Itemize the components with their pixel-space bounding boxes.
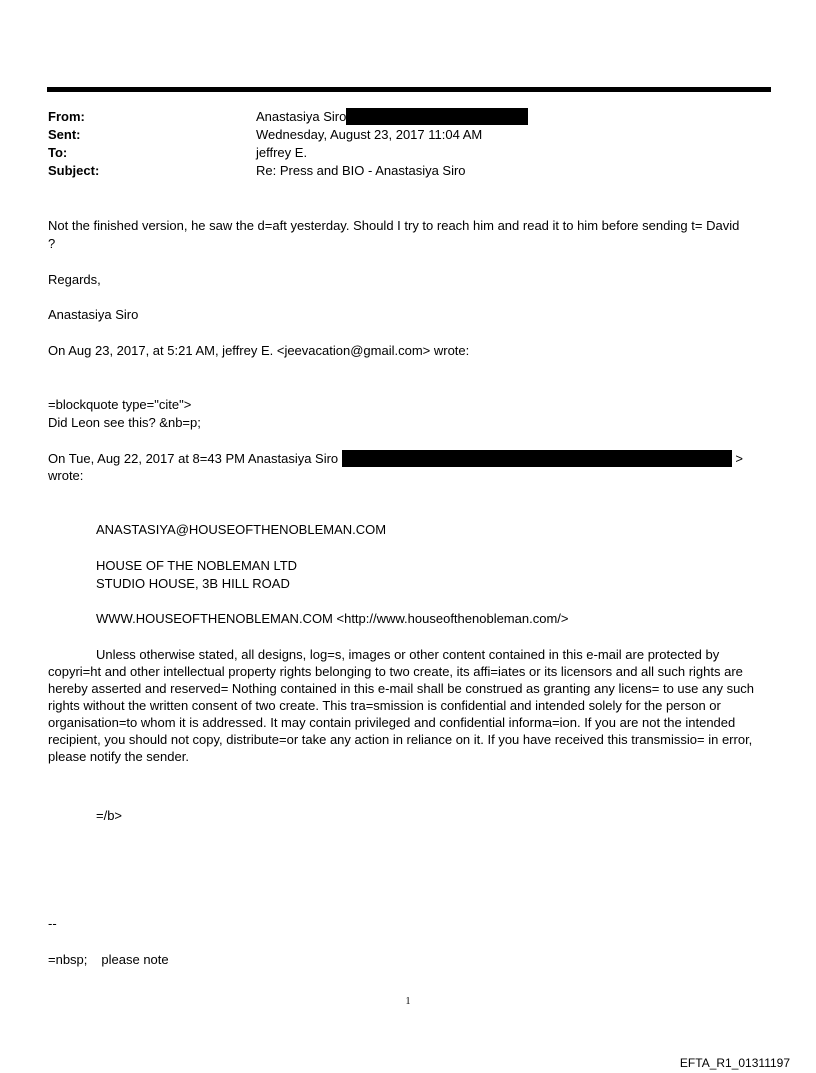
dashes: -- [48,916,57,931]
nbsp-prefix: =nbsp; [48,952,88,967]
from-label: From: [48,109,85,124]
to-label: To: [48,145,68,160]
header-rule [47,87,771,92]
page-number: 1 [405,996,411,1007]
question: Did Leon see this? &nb=p; [48,415,201,430]
signature: Anastasiya Siro [48,307,139,322]
redaction-box [346,108,528,125]
subject-value: Re: Press and BIO - Anastasiya Siro [256,163,466,178]
subject-label: Subject: [48,163,100,178]
sent-value: Wednesday, August 23, 2017 11:04 AM [256,127,483,142]
quote2-close: > [735,451,744,466]
body-line-1b: ? [48,236,56,251]
email-caps: ANASTASIYA@HOUSEOFTHENOBLEMAN.COM [96,522,387,537]
body-line-1: Not the finished version, he saw the d=aft yesterday. Should I try to reach him and read it to him before sending t= David [48,218,740,233]
website-link[interactable]: WWW.HOUSEOFTHENOBLEMAN.COM <http://www.houseofthenobleman.com/> [96,611,569,626]
regards: Regards, [48,272,101,287]
please-note: please note [101,952,169,967]
sent-row [48,126,768,144]
blockquote-tag: =blockquote type="cite"> [48,397,192,412]
quote2-wrote: wrote: [48,468,84,483]
company-address: STUDIO HOUSE, 3B HILL ROAD [96,576,290,591]
subject-row [48,162,768,180]
quote2-intro-line [48,450,772,467]
redaction-box [342,450,732,467]
company-name: HOUSE OF THE NOBLEMAN LTD [96,558,298,573]
quote-intro: On Aug 23, 2017, at 5:21 AM, jeffrey E. <jeevacation@gmail.com> wrote: [48,343,470,358]
end-b-tag: =/b> [96,808,123,823]
from-name: Anastasiya Siro [256,109,347,124]
sent-label: Sent: [48,127,81,142]
to-value: jeffrey E. [256,145,308,160]
from-value [256,108,528,126]
to-row [48,144,768,162]
from-row [48,108,768,126]
nbsp-note-line [48,951,772,968]
quote2-intro: On Tue, Aug 22, 2017 at 8=43 PM Anastasiya Siro [48,451,339,466]
bates-number: EFTA_R1_01311197 [679,1056,790,1070]
disclaimer: Unless otherwise stated, all designs, log=s, images or other content contained in this e-mail are protected by copyri=ht and other intellectual property rights belonging to two create, its affi=iates or its licensors and all such rights are hereby asserted and reserved= Nothing contained in this e-mail shall be construed as granting any licens= to use any such rights without the written consent of two create. This tra=smission is confidential and intended solely for the person or organisation=to whom it is addressed. It may contain privileged and confidential informa=ion. If you are not the intended recipient, you should not copy, distribute=or take any action in reliance on it. If you have received this transmissio= in error, please notify the sender. [48,647,755,764]
